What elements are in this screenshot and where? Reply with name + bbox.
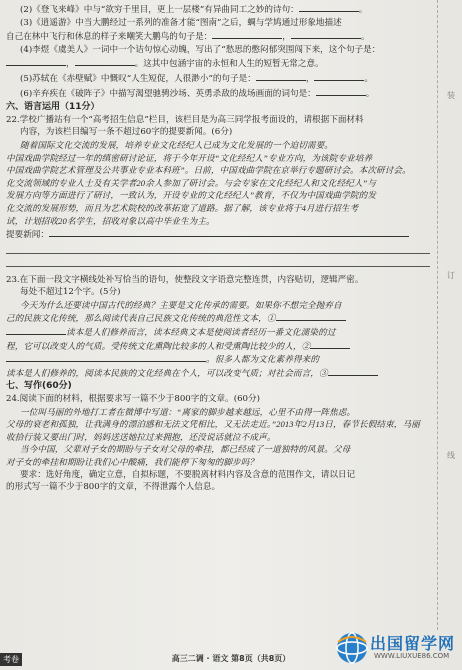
question-23: 23.在下面一段文字横线处补写恰当的语句，使整段文字语意完整连贯，内容贴切，逻辑严密。 [6, 274, 364, 285]
logo-text: 出国留学网 [370, 634, 456, 653]
binding-mark: 订 [447, 271, 455, 280]
section-header-7: 七、写作(60分) [6, 381, 72, 392]
question-22: 22.学校广播站有一个“高考招生信息”栏目，该栏目是为高三同学报考面设的，请根据下面材料 [6, 114, 364, 125]
material-line: 中国戏曲学院艺术管理及公共事业专业本科班”。日前，中国戏曲学院在京举行专题研讨会。本次研讨会。 [6, 165, 411, 176]
material-line: 化交流的发展形势，而且为艺术院校的改革拓宽了道路。据了解，该专业将于4月进行招生考 [6, 202, 359, 213]
material-line: 化交流领域的专业人士及有关学者20余人参加了研讨会。与会专家在文化经纪人和文化经纪人”与 [6, 177, 377, 188]
binding-mark: 装 [447, 91, 455, 100]
material-line: 收拾行装又要出门时，妈妈送送她拉过来拥抱，还没说话就泣不成声。 [6, 431, 276, 442]
question-22-cont: 内容，为该栏目编写一条不超过60字的提要新闻。(6分) [20, 127, 233, 138]
material-22 [6, 139, 436, 227]
material-line: 对子女的牵挂和期盼让我们心中酸痛，我们能停下匆匆的脚步吗？ [6, 457, 259, 467]
material-24 [6, 406, 436, 469]
page-footer: 高三二调 · 语文 第8页（共8页） [171, 654, 291, 663]
passage-line: 己的民族文化传统，那么阅读代表自己民族文化传统的典范性文本，① [6, 311, 436, 325]
passage-line: 。很多人都为文化素养得来的 [6, 352, 436, 366]
material-line: 当今中国，父辈对子女的期盼与子女对父母的牵挂，都已经成了一道独特的风景。父母 [20, 444, 351, 455]
question-5-5: (5)苏轼在《赤壁赋》中慨叹“人生短促，人很渺小”的句子是： ， 。 [6, 71, 436, 86]
question-5-3: (3)《逍遥游》中当大鹏经过一系列的准备才能“图南”之后，蜩与学鸠通过形象地描述 [20, 17, 342, 28]
writing-requirement-cont: 的形式写一篇不少于800字的文章，不得泄露个人信息。 [6, 482, 221, 493]
passage-23 [6, 299, 436, 380]
page-content [6, 2, 436, 494]
material-line: 一位叫马丽的外地打工者在微博中写道：“离家的脚步越来越远，心里不由得一阵焦虑。 [20, 406, 356, 417]
question-5-3-cont: 自己在林中飞行和休息的样子来嘲笑大鹏鸟的句子是： ， 。 [6, 29, 436, 44]
globe-icon [334, 630, 370, 666]
passage-line: 读本是人们修养的，阅读本民族的文化经典在个人，可以改变气质；对社会而言，③ [6, 366, 436, 380]
passage-line: 今天为什么还要读中国古代的经典？主要是文化传承的需要。如果你不想完全抛弃自 [20, 299, 342, 310]
writing-requirement: 要求：选好角度，确定立意，自拟标题，不要脱离材料内容及含意的范围作文，请以日记 [20, 469, 356, 480]
answer-line[interactable] [6, 242, 430, 254]
passage-line: 读本是人们修养而言，读本经典文本是使阅读者经历一番文化濡染的过 [6, 325, 436, 339]
question-5-6: (6)辛弃疾在《破阵子》中描写渴望驰骋沙场、英勇杀敌的战场画面的词句是： 。 [6, 86, 436, 101]
question-5-4-cont: ， 。这其中包涵宇宙的永恒和人生的短暂无常之意。 [6, 56, 436, 71]
section-header-6: 六、语言运用（11分） [6, 102, 100, 113]
question-23-cont: 每处不超过12个字。(5分) [20, 287, 121, 298]
question-24: 24.阅读下面的材料，根据要求写一篇不少于800字的文章。(60分) [6, 394, 260, 405]
question-5-2: (2)《登飞来峰》中与“欲穷千里目，更上一层楼”有异曲同工之妙的诗句： 。 [6, 2, 436, 17]
watermark-logo [334, 628, 458, 668]
binding-margin [437, 0, 462, 630]
binding-mark: 线 [447, 451, 455, 460]
material-line: 随着国际文化交流的发展，培养专业文化经纪人已成为文化发展的一个迫切需要。 [20, 139, 333, 150]
question-5-4: (4)李煜《虞美人》一词中一个诘句惊心动魄，写出了“愁思的憋闷郁突围闯下来，这个句子是： [20, 44, 381, 55]
passage-line: 程，它可以改变人的气质。受传统文化熏陶比较多的人和受熏陶比较少的人，② [6, 339, 436, 353]
material-line: 发展方向等方面进行了研讨，一致认为，开设专业的文化经纪人”教育，不仅为中国戏曲学院的发 [6, 190, 377, 201]
news-answer-label: 提要新闻： [6, 227, 436, 242]
exam-tag: 考卷 [0, 653, 22, 666]
answer-line[interactable] [6, 255, 430, 267]
logo-url: WWW.LIUXUE86.COM [374, 652, 450, 660]
material-line: 中国戏曲学院经过一年的缜密研讨论证，将于今年开设“文化经纪人”专业方向，为该院专业培养 [6, 152, 373, 163]
material-line: 父母的衰老和孤独，让我满身的漂泊感和无法文凭相比，又无法走近。”2013年2月13日，春节长假结束，马丽 [6, 419, 420, 430]
material-line: 试，计划招收20名学生，招收对象以高中毕业生为主。 [6, 215, 215, 226]
